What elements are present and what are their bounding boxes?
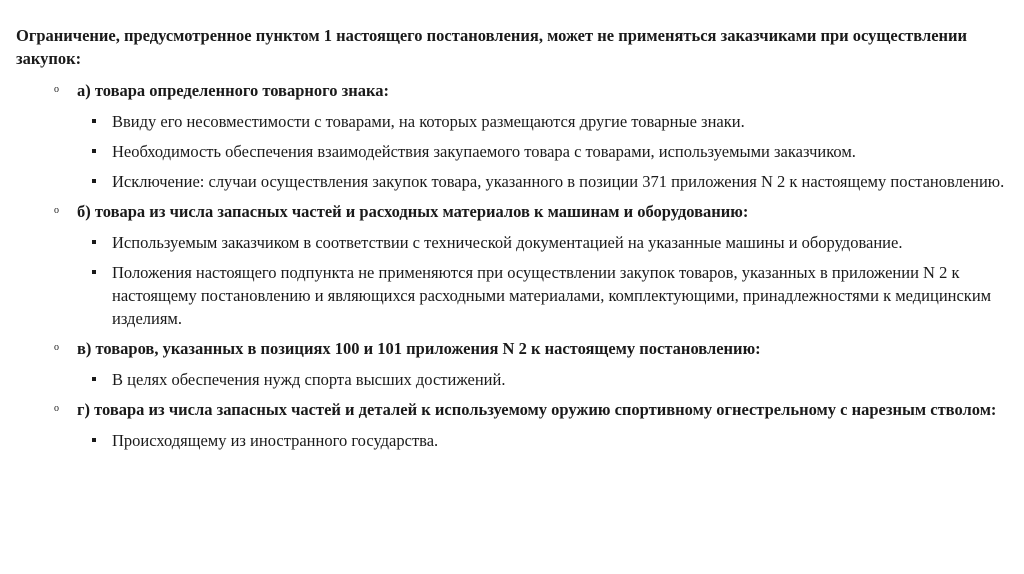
section-heading-text: а) товара определенного товарного знака:: [77, 81, 389, 100]
section-heading-text: в) товаров, указанных в позициях 100 и 101 приложения N 2 к настоящему постановлению:: [77, 339, 761, 358]
list-item-text: Исключение: случаи осуществления закупок товара, указанного в позиции 371 приложения N 2 к настоящему постановлению.: [112, 172, 1005, 191]
list-item-text: Положения настоящего подпункта не применяются при осуществлении закупок товаров, указанных в приложении N 2 к настоящему постановлению и являющихся расходными материалами, комплектующими, принадлежностями к медицинским изделиям.: [112, 263, 992, 328]
section-heading: [16, 398, 1014, 421]
square-bullet-icon: [92, 179, 96, 183]
list-item-text: Используемым заказчиком в соответствии с технической документацией на указанные машины и оборудование.: [112, 233, 903, 252]
section-heading-text: г) товара из числа запасных частей и деталей к используемому оружию спортивному огнестрельному с нарезным стволом:: [77, 400, 997, 419]
list-item: [16, 140, 1014, 163]
square-bullet-icon: [92, 438, 96, 442]
section-heading: [16, 200, 1014, 223]
square-bullet-icon: [92, 119, 96, 123]
document-page: [16, 24, 1014, 459]
section-heading-text: б) товара из числа запасных частей и расходных материалов к машинам и оборудованию:: [77, 202, 749, 221]
square-bullet-icon: [92, 377, 96, 381]
section-b: [16, 200, 1014, 330]
intro-paragraph: Ограничение, предусмотренное пунктом 1 настоящего постановления, может не применяться заказчиками при осуществлении закупок:: [16, 26, 968, 68]
circle-bullet-icon: o: [54, 403, 59, 414]
square-bullet-icon: [92, 240, 96, 244]
circle-bullet-icon: o: [54, 205, 59, 216]
square-bullet-icon: [92, 149, 96, 153]
section-heading: [16, 337, 1014, 360]
list-item-text: Происходящему из иностранного государства.: [112, 431, 439, 450]
section-g: [16, 398, 1014, 452]
list-item-text: Ввиду его несовместимости с товарами, на которых размещаются другие товарные знаки.: [112, 112, 745, 131]
list-item: [16, 231, 1014, 254]
list-item: [16, 368, 1014, 391]
list-item: [16, 110, 1014, 133]
square-bullet-icon: [92, 270, 96, 274]
list-item-text: В целях обеспечения нужд спорта высших достижений.: [112, 370, 506, 389]
list-item: [16, 261, 1014, 330]
circle-bullet-icon: o: [54, 342, 59, 353]
list-item-text: Необходимость обеспечения взаимодействия закупаемого товара с товарами, используемыми заказчиком.: [112, 142, 856, 161]
section-a: [16, 79, 1014, 193]
list-item: [16, 429, 1014, 452]
section-v: [16, 337, 1014, 391]
list-item: [16, 170, 1014, 193]
circle-bullet-icon: o: [54, 84, 59, 95]
section-heading: [16, 79, 1014, 102]
